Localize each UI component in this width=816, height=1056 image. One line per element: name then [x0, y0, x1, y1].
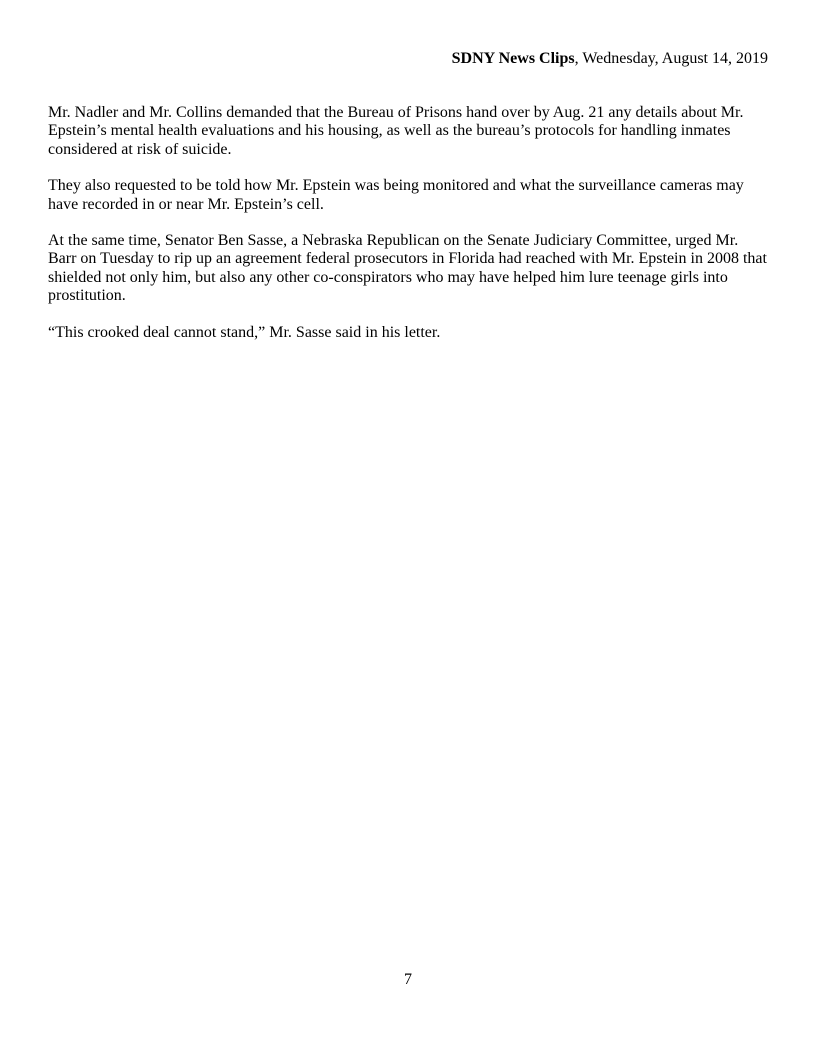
header-separator: , [574, 50, 583, 67]
publication-name: SDNY News Clips [451, 50, 575, 67]
paragraph-3: At the same time, Senator Ben Sasse, a Nebraska Republican on the Senate Judiciary Committee, urged Mr. Barr on Tuesday to rip up an agreement federal prosecutors in Florida had reached with Mr. Epstein in 2008 that shielded not only him, but also any other co-conspirators who may have helped him lure teenage girls into prostitution. [48, 232, 767, 305]
article-body [48, 104, 768, 360]
page-header [452, 49, 768, 69]
page-number: 7 [404, 971, 412, 988]
publication-date: Wednesday, August 14, 2019 [582, 50, 768, 67]
paragraph-1: Mr. Nadler and Mr. Collins demanded that the Bureau of Prisons hand over by Aug. 21 any details about Mr. Epstein’s mental health evaluations and his housing, as well as the bureau’s protocols for handling inmates considered at risk of suicide. [48, 104, 744, 158]
paragraph-4: “This crooked deal cannot stand,” Mr. Sasse said in his letter. [48, 323, 441, 341]
paragraph-2: They also requested to be told how Mr. Epstein was being monitored and what the surveillance cameras may have recorded in or near Mr. Epstein’s cell. [48, 177, 744, 213]
